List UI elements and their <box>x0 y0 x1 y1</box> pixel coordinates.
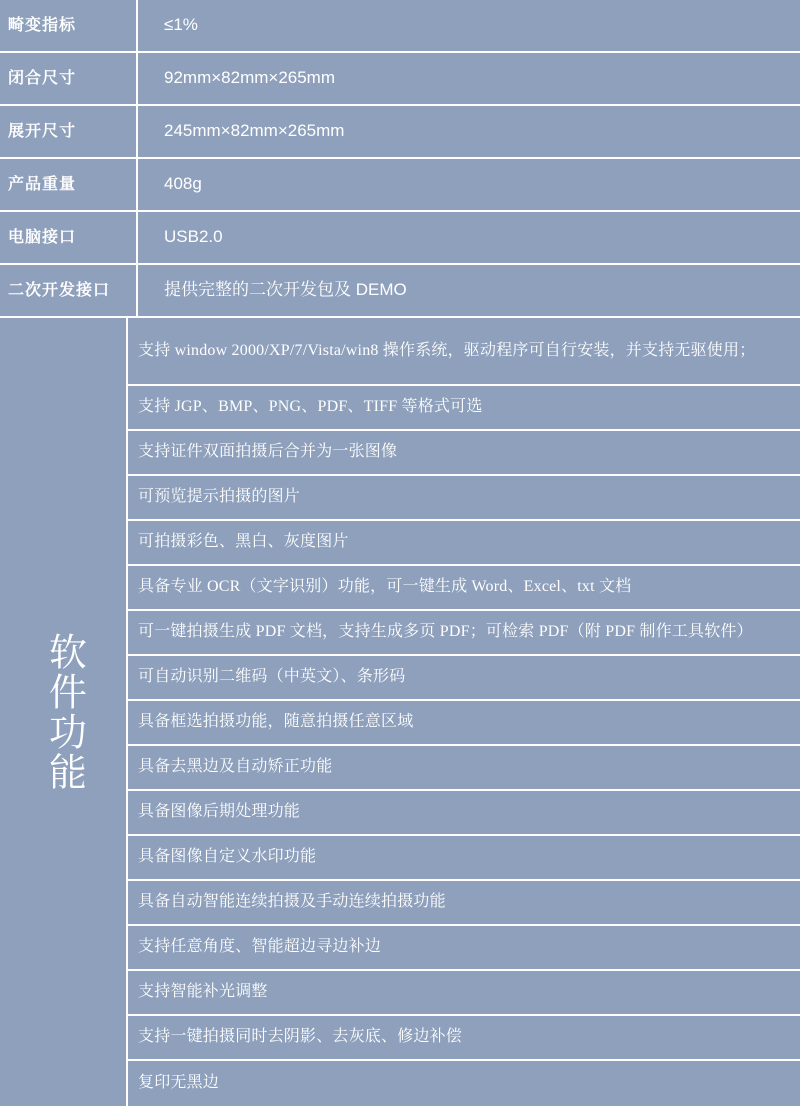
spec-value: 92mm×82mm×265mm <box>137 52 800 105</box>
spec-value: 245mm×82mm×265mm <box>137 105 800 158</box>
list-item: 具备专业 OCR（文字识别）功能，可一键生成 Word、Excel、txt 文档 <box>128 566 800 611</box>
list-item: 可拍摄彩色、黑白、灰度图片 <box>128 521 800 566</box>
software-section <box>0 318 800 1106</box>
table-row <box>0 264 800 317</box>
table-row <box>0 52 800 105</box>
list-item: 具备自动智能连续拍摄及手动连续拍摄功能 <box>128 881 800 926</box>
list-item: 具备框选拍摄功能，随意拍摄任意区域 <box>128 701 800 746</box>
spec-value: ≤1% <box>137 0 800 52</box>
list-item: 具备去黑边及自动矫正功能 <box>128 746 800 791</box>
list-item: 具备图像自定义水印功能 <box>128 836 800 881</box>
list-item: 可自动识别二维码（中英文）、条形码 <box>128 656 800 701</box>
table-row <box>0 211 800 264</box>
list-item: 支持任意角度、智能超边寻边补边 <box>128 926 800 971</box>
spec-table <box>0 0 800 318</box>
spec-label: 闭合尺寸 <box>0 52 137 105</box>
spec-label: 二次开发接口 <box>0 264 137 317</box>
list-item: 具备图像后期处理功能 <box>128 791 800 836</box>
list-item: 可一键拍摄生成 PDF 文档，支持生成多页 PDF；可检索 PDF（附 PDF 制作工具软件） <box>128 611 800 656</box>
spec-value: USB2.0 <box>137 211 800 264</box>
list-item: 可预览提示拍摄的图片 <box>128 476 800 521</box>
table-row <box>0 105 800 158</box>
software-section-label <box>0 318 128 1106</box>
list-item: 支持证件双面拍摄后合并为一张图像 <box>128 431 800 476</box>
software-feature-list <box>128 318 800 1106</box>
spec-label: 产品重量 <box>0 158 137 211</box>
list-item: 复印无黑边 <box>138 1074 220 1092</box>
software-label-text: 软件功能 <box>42 632 85 792</box>
spec-label: 畸变指标 <box>0 0 137 52</box>
list-item: 支持 JGP、BMP、PNG、PDF、TIFF 等格式可选 <box>128 386 800 431</box>
list-item: 支持智能补光调整 <box>128 971 800 1016</box>
spec-value: 提供完整的二次开发包及 DEMO <box>137 264 800 317</box>
list-item: 支持一键拍摄同时去阴影、去灰底、修边补偿 <box>128 1016 800 1061</box>
table-row <box>0 158 800 211</box>
spec-label: 电脑接口 <box>0 211 137 264</box>
spec-value: 408g <box>137 158 800 211</box>
spec-label: 展开尺寸 <box>0 105 137 158</box>
table-row <box>0 0 800 52</box>
list-item: 支持 window 2000/XP/7/Vista/win8 操作系统，驱动程序可自行安装，并支持无驱使用； <box>128 318 800 386</box>
